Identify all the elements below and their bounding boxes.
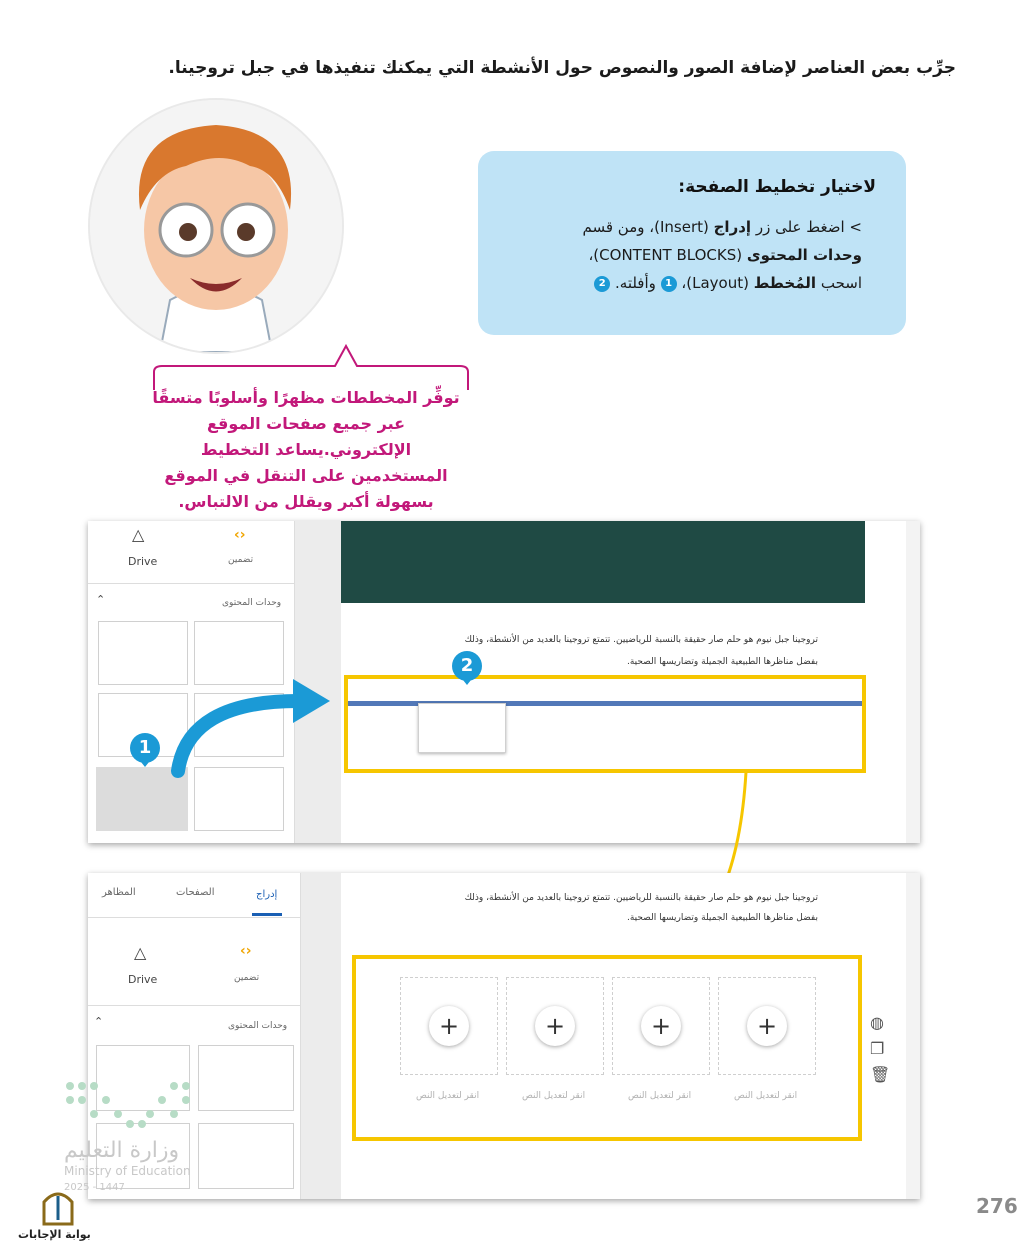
boy-character-illustration bbox=[90, 100, 342, 352]
site-text-line-2: بفضل مناظرها الطبيعية الجميلة وتضاريسها الصحية. bbox=[626, 657, 818, 667]
caption-placeholder[interactable]: انقر لتعديل النص bbox=[734, 1091, 798, 1101]
bubble-line-2: وحدات المحتوى (CONTENT BLOCKS)، bbox=[588, 246, 862, 264]
step-1-marker: 1 bbox=[130, 733, 160, 763]
scrollbar[interactable] bbox=[906, 521, 920, 843]
add-image-button[interactable]: + bbox=[641, 1006, 681, 1046]
divider bbox=[88, 583, 294, 584]
ministry-name-arabic: وزارة التعليم bbox=[64, 1138, 180, 1163]
site-text-line-2: بفضل مناظرها الطبيعية الجميلة وتضاريسها الصحية. bbox=[626, 913, 818, 923]
portal-name: بوابة الإجابات bbox=[18, 1228, 91, 1241]
bubble-line-1: > اضغط على زر إدراج (Insert)، ومن قسم bbox=[582, 218, 862, 236]
drag-arrow bbox=[148, 671, 338, 781]
layout-tile-image-stack[interactable] bbox=[198, 1123, 294, 1189]
instruction-bubble bbox=[478, 151, 906, 335]
image-placeholder-1[interactable] bbox=[400, 977, 498, 1075]
palette-icon[interactable]: ◍ bbox=[870, 1013, 884, 1032]
site-text-line-1: تروجينا جبل نيوم هو حلم صار حقيقة بالنسبة للرياضيين. تتمتع تروجينا بالعديد من الأنشطة، وذلك bbox=[464, 635, 818, 645]
add-image-button[interactable]: + bbox=[535, 1006, 575, 1046]
site-header-banner bbox=[341, 521, 865, 603]
drive-icon[interactable]: △ bbox=[134, 943, 147, 962]
ministry-name-english: Ministry of Education bbox=[64, 1164, 191, 1178]
content-blocks-label: وحدات المحتوى bbox=[222, 598, 282, 608]
tab-insert-underline bbox=[252, 913, 282, 916]
intro-text: جرِّب بعض العناصر لإضافة الصور والنصوص حول الأنشطة التي يمكنك تنفيذها في جبل تروجينا. bbox=[168, 58, 956, 78]
trash-icon[interactable]: 🗑 bbox=[870, 1065, 891, 1084]
layout-note: توفِّر المخططات مظهرًا وأسلوبًا متسقًا عبر جميع صفحات الموقع الإلكتروني.يساعد التخطيط المستخدمين على التنقل في الموقع بسهولة أكبر ويقلل من الالتباس. bbox=[152, 388, 460, 511]
divider bbox=[88, 917, 300, 918]
step-2-badge: 2 bbox=[594, 276, 610, 292]
caption-placeholder[interactable]: انقر لتعديل النص bbox=[522, 1091, 586, 1101]
site-text-line-1: تروجينا جبل نيوم هو حلم صار حقيقة بالنسبة للرياضيين. تتمتع تروجينا بالعديد من الأنشطة، وذلك bbox=[464, 893, 818, 903]
image-placeholder-2[interactable] bbox=[506, 977, 604, 1075]
ministry-year: 2025 - 1447 bbox=[64, 1182, 125, 1193]
chevron-up-icon[interactable]: ⌃ bbox=[94, 1015, 104, 1028]
canvas-gray-gutter bbox=[301, 873, 341, 1199]
tab-insert[interactable]: إدراج bbox=[256, 889, 278, 900]
bubble-body bbox=[502, 213, 862, 297]
divider bbox=[88, 1005, 300, 1006]
embed-label: تضمين bbox=[234, 973, 260, 983]
ministry-logo bbox=[64, 1080, 204, 1130]
layout-tile-text-image[interactable] bbox=[198, 1045, 294, 1111]
step-2-marker: 2 bbox=[452, 651, 482, 681]
drive-label: Drive bbox=[128, 555, 158, 568]
duplicate-icon[interactable]: ❐ bbox=[870, 1039, 885, 1058]
image-placeholder-4[interactable] bbox=[718, 977, 816, 1075]
content-blocks-label: وحدات المحتوى bbox=[228, 1021, 288, 1031]
embed-label: تضمين bbox=[228, 555, 254, 565]
page-number: 276 bbox=[976, 1194, 1018, 1218]
add-image-button[interactable]: + bbox=[429, 1006, 469, 1046]
embed-icon[interactable]: ‹› bbox=[234, 527, 246, 543]
drive-label: Drive bbox=[128, 973, 158, 986]
chevron-up-icon[interactable]: ⌃ bbox=[96, 593, 106, 606]
portal-logo-icon bbox=[40, 1186, 76, 1226]
bubble-line-3: اسحب المُخطط (Layout)، 1 وأفلته. 2 bbox=[502, 269, 862, 297]
caption-placeholder[interactable]: انقر لتعديل النص bbox=[628, 1091, 692, 1101]
caption-placeholder[interactable]: انقر لتعديل النص bbox=[416, 1091, 480, 1101]
dragged-layout-preview bbox=[418, 703, 506, 753]
add-image-button[interactable]: + bbox=[747, 1006, 787, 1046]
screenshot-drag-layout bbox=[88, 521, 920, 843]
scrollbar[interactable] bbox=[906, 873, 920, 1199]
tab-themes[interactable]: المظاهر bbox=[102, 887, 136, 898]
step-1-badge: 1 bbox=[661, 276, 677, 292]
tab-pages[interactable]: الصفحات bbox=[176, 887, 215, 898]
screenshot-layout-result bbox=[88, 873, 920, 1199]
image-placeholder-3[interactable] bbox=[612, 977, 710, 1075]
embed-icon[interactable]: ‹› bbox=[240, 943, 252, 959]
bubble-title: لاختيار تخطيط الصفحة: bbox=[678, 177, 876, 197]
drive-icon[interactable]: △ bbox=[132, 525, 145, 544]
